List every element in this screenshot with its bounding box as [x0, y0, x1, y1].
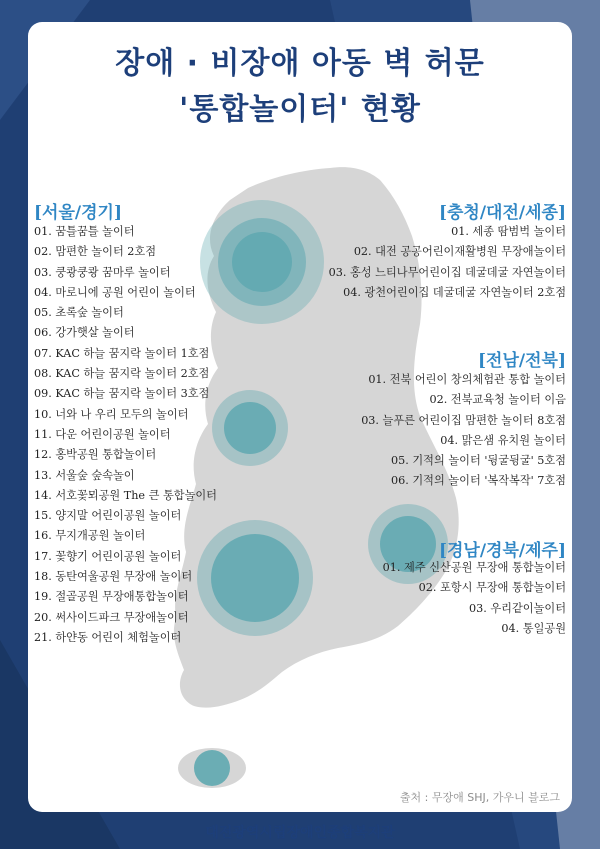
section-heading-chungcheong: [충청/대전/세종] [438, 203, 566, 223]
list-item: 01. 세종 땀범벅 놀이터 [451, 225, 566, 238]
list-item: 05. 기적의 놀이터 '뒹굴뒹굴' 5호점 [391, 454, 566, 468]
chungcheong-list [329, 222, 566, 303]
title-line-1: 장애 · 비장애 아동 벽 허문 [115, 46, 485, 81]
list-item: 08. KAC 하늘 꿈지락 놀이터 2호점 [34, 367, 210, 381]
list-item: 18. 동탄여울공원 무장애 놀이터 [34, 570, 193, 584]
list-item: 02. 전북교육청 놀이터 이음 [429, 393, 566, 407]
list-item: 06. 강가햇살 놀이터 [34, 326, 135, 340]
list-item: 04. 마로니에 공원 어린이 놀이터 [34, 285, 196, 299]
list-item: 01. 전북 어린이 창의체험관 통합 놀이터 [368, 373, 566, 386]
section-heading-jeolla: [전남/전북] [478, 351, 566, 371]
source-credit: 출처 : 무장애 SHJ, 가우니 블로그 [399, 791, 560, 804]
list-item: 02. 맘편한 놀이터 2호점 [34, 245, 157, 259]
list-item: 15. 양지말 어린이공원 놀이터 [34, 509, 182, 523]
list-item: 02. 대전 공공어린이재활병원 무장애놀이터 [353, 245, 566, 259]
seoul-list [34, 222, 217, 648]
section-heading-gyeongsang: [경남/경북/제주] [438, 541, 566, 561]
list-item: 21. 하얀동 어린이 체험놀이터 [34, 630, 182, 644]
list-item: 09. KAC 하늘 꿈지락 놀이터 3호점 [34, 387, 210, 401]
list-item: 03. 쿵쾅쿵쾅 꿈마루 놀이터 [34, 265, 171, 279]
list-item: 01. 제주 신산공원 무장애 통합놀이터 [382, 561, 566, 574]
title-line-2: '통합놀이터' 현황 [179, 92, 421, 127]
list-item: 03. 늘푸른 어린이집 맘편한 놀이터 8호점 [361, 413, 566, 427]
list-item: 01. 꿈틀꿈틀 놀이터 [34, 225, 135, 238]
list-item: 20. 써사이드파크 무장애놀이터 [34, 610, 189, 624]
list-item: 12. 홍박공원 통합놀이터 [34, 448, 157, 462]
list-item: 04. 맑은샘 유치원 놀이터 [440, 433, 566, 447]
list-item: 04. 광천어린이집 데굴데굴 자연놀이터 2호점 [343, 285, 566, 299]
list-item: 11. 다운 어린이공원 놀이터 [34, 427, 171, 441]
list-item: 03. 우리같이놀이터 [469, 601, 566, 615]
gyeongsang-list [383, 558, 566, 639]
list-item: 07. KAC 하늘 꿈지락 놀이터 1호점 [34, 346, 210, 360]
list-item: 19. 절골공원 무장애통합놀이터 [34, 590, 189, 604]
list-item: 17. 꽃향기 어린이공원 놀이터 [34, 549, 182, 563]
list-item: 04. 통일공원 [501, 621, 566, 635]
list-item: 03. 홍성 느티나무어린이집 데굴데굴 자연놀이터 [328, 265, 566, 279]
list-item: 10. 너와 나 우리 모두의 놀이터 [34, 407, 189, 421]
list-item: 05. 초록숲 놀이터 [34, 306, 124, 320]
list-item: 14. 서호꽃뫼공원 The 큰 통합놀이터 [34, 488, 217, 502]
list-item: 13. 서울숲 숲속놀이 [34, 468, 135, 482]
footer-organization: 대전광역시립장애인종합복지관 [205, 825, 395, 841]
list-item: 16. 무지개공원 놀이터 [34, 529, 146, 543]
jeolla-list [361, 370, 566, 492]
list-item: 02. 포항시 무장애 통합놀이터 [418, 581, 566, 595]
list-item: 06. 기적의 놀이터 '복작복작' 7호점 [391, 474, 566, 488]
section-heading-seoul: [서울/경기] [34, 203, 122, 223]
